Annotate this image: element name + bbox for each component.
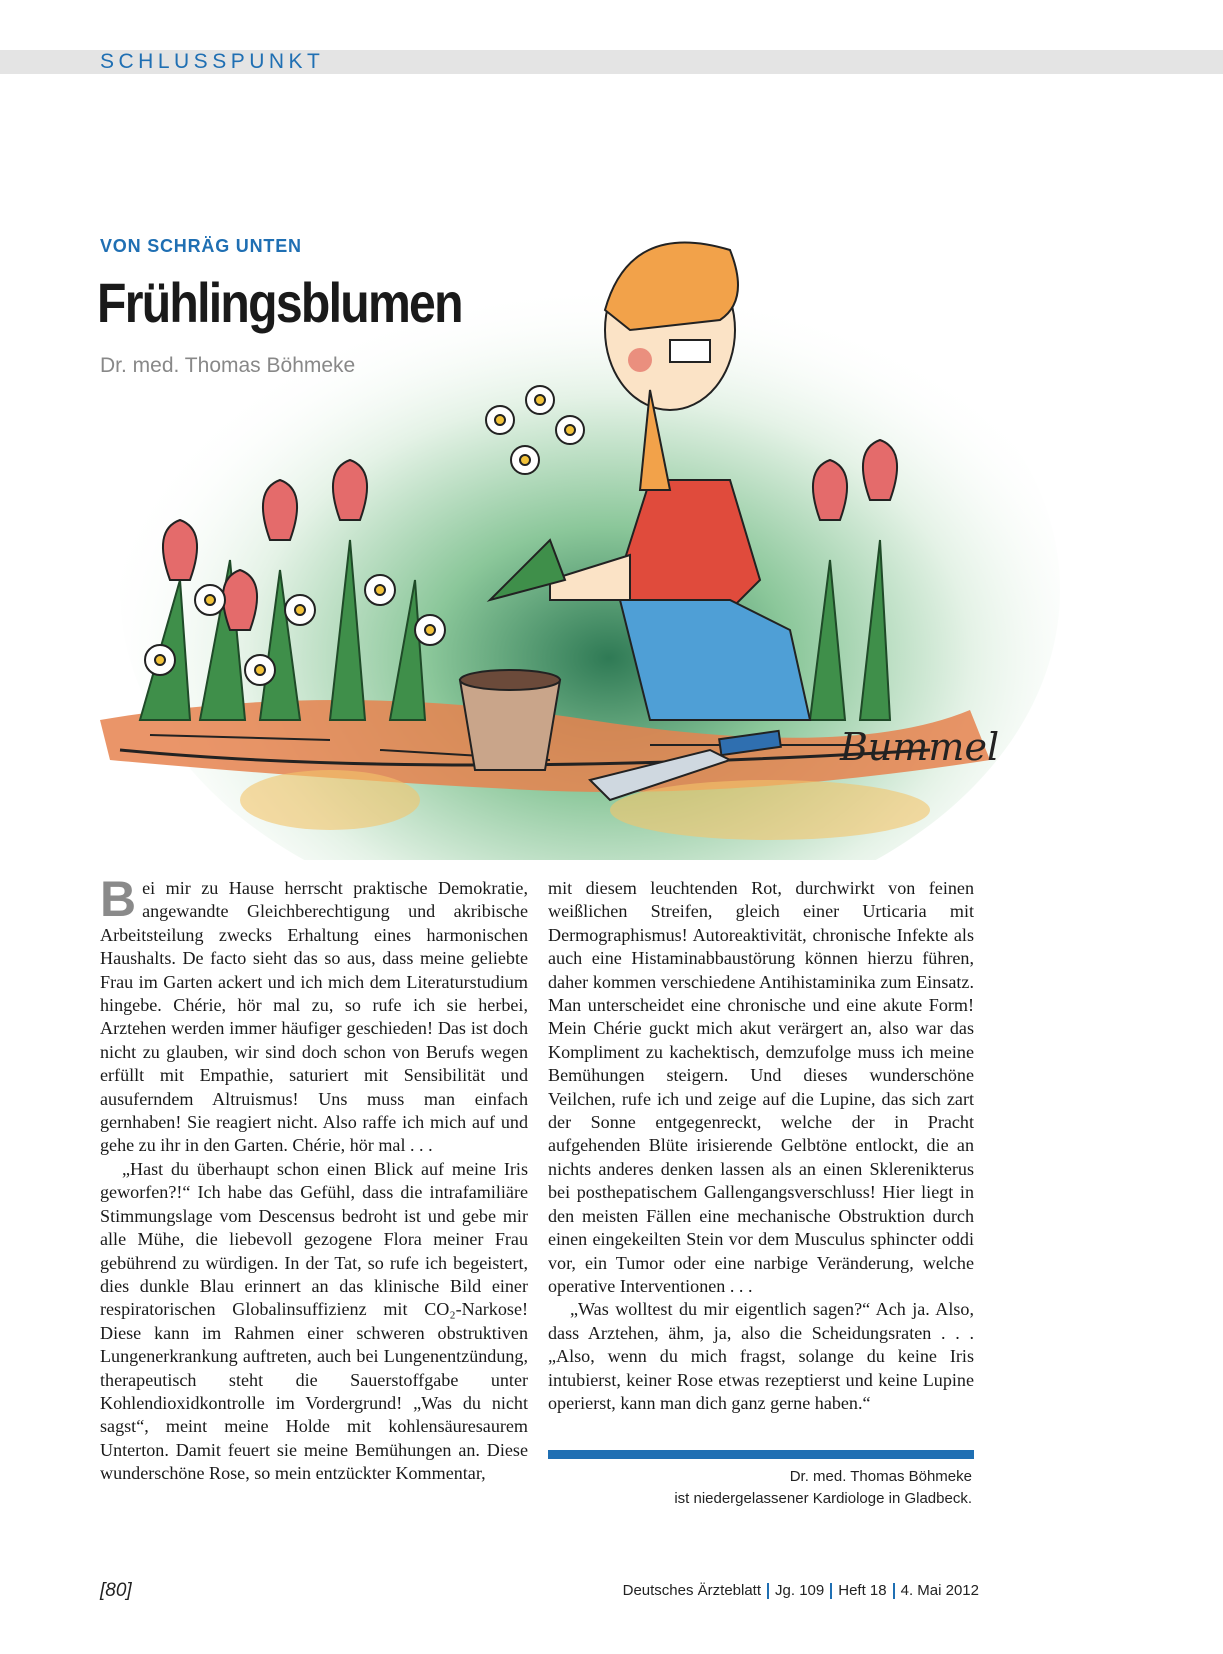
- page-number: [80]: [100, 1580, 132, 1601]
- author-note: [548, 1466, 972, 1510]
- author-name: Dr. med. Thomas Böhmeke: [789, 1468, 972, 1485]
- journal-volume: Jg. 109: [775, 1582, 825, 1599]
- article-column-right: [548, 877, 974, 1415]
- issue-date: 4. Mai 2012: [900, 1582, 979, 1599]
- footer-separator: [830, 1583, 832, 1599]
- author-box-rule: [548, 1450, 974, 1459]
- article-byline: Dr. med. Thomas Böhmeke: [100, 354, 356, 377]
- article-paragraph: „Hast du überhaupt schon einen Blick auf meine Iris geworfen?!“ Ich habe das Gefühl, dass die intrafamiliäre Stimmungslage vom Descensus bedroht ist und gebe mir alle Mühe, die liebevoll gezogene Flora meiner Frau gebührend zu würdigen. In der Tat, so rufe ich begeistert, dies dunkle Blau erinnert an das klinische Bild einer respiratorischen Globalinsuffizienz mit CO₂-Narkose! Diese kann im Rahmen einer schweren obstruktiven Lungenerkrankung auftreten, auch bei Lungenentzündung, therapeutisch steht die Sauerstoffgabe unter Kohlendioxidkontrolle im Vordergrund! „Was du nicht sagst“, meint meine Holde mit kohlensäuresaurem Unterton. Damit feuert sie meine Bemühungen an. Diese wunderschöne Rose, so mein entzückter Kommentar,: [100, 1158, 528, 1484]
- flower-pot: [460, 670, 560, 770]
- drop-cap: B: [100, 871, 137, 927]
- article-paragraph: mit diesem leuchtenden Rot, durchwirkt von feinen weißlichen Streifen, gleich einer Urticaria mit Dermographismus! Autoreaktivität, chronische Infekte als auch eine Histaminabbaustörung können hierzu führen, daher kommen verschiedene Antihistaminika zum Einsatz. Man unterscheidet eine chronische und eine akute Form! Mein Chérie guckt mich akut verärgert an, also war das Kompliment zu kachektisch, demzufolge muss ich meine Bemühungen steigern. Und dieses wunderschöne Veilchen, rufe ich und zeige auf die Lupine, das sich zart der Sonne entgegenreckt, welche der in Pracht aufgehenden Blüte irisierende Gelbtöne entlockt, die an nichts anderes denken lassen als an einen Sklerenikterus bei posthepatischem Gallengangsverschluss! Hier liegt in den meisten Fällen eine mechanische Obstruktion durch einen eingekeilten Stein vor dem Musculus sphincter oddi vor, ein Tumor oder eine narbige Veränderung, welche operative Interventionen . . .: [548, 878, 974, 1296]
- artist-signature: Bummel: [840, 725, 1000, 769]
- article-paragraph: Bei mir zu Hause herrscht praktische Demokratie, angewandte Gleichberechtigung und akribische Arbeitsteilung zwecks Erhaltung eines harmonischen Haushalts. De facto sieht das so aus, dass meine geliebte Frau im Garten ackert und ich mich dem Literaturstudium hingebe. Chérie, hör mal zu, so rufe ich sie herbei, Arztehen werden immer häufiger geschieden! Das ist doch nicht zu glauben, wir sind doch schon von Berufs wegen erfüllt mit Empathie, saturiert mit Sensibilität und ausuferndem Altruismus! Uns muss man einfach gernhaben! Sie reagiert nicht. Also raffe ich mich auf und gehe zu ihr in den Garten. Chérie, hör mal . . .: [100, 871, 528, 1156]
- article-title: Frühlingsblumen: [97, 271, 462, 334]
- cartoon-illustration: [30, 160, 1190, 860]
- footer-separator: [893, 1583, 895, 1599]
- author-role: ist niedergelassener Kardiologe in Gladbeck.: [674, 1490, 972, 1507]
- section-label: SCHLUSSPUNKT: [100, 50, 325, 73]
- footer-separator: [767, 1583, 769, 1599]
- journal-name: Deutsches Ärzteblatt: [622, 1582, 762, 1599]
- article-paragraph: „Was wolltest du mir eigentlich sagen?“ Ach ja. Also, dass Arztehen, ähm, ja, also die Scheidungsraten . . . „Also, wenn du mich fragst, solange du keine Iris intubierst, keiner Rose etwas rezeptierst und keine Lupine operierst, kann man dich ganz gerne haben.“: [548, 1299, 974, 1413]
- journal-footer: [623, 1582, 979, 1599]
- article-column-left: [100, 871, 528, 1486]
- journal-issue: Heft 18: [838, 1582, 887, 1599]
- article-kicker: VON SCHRÄG UNTEN: [100, 236, 302, 256]
